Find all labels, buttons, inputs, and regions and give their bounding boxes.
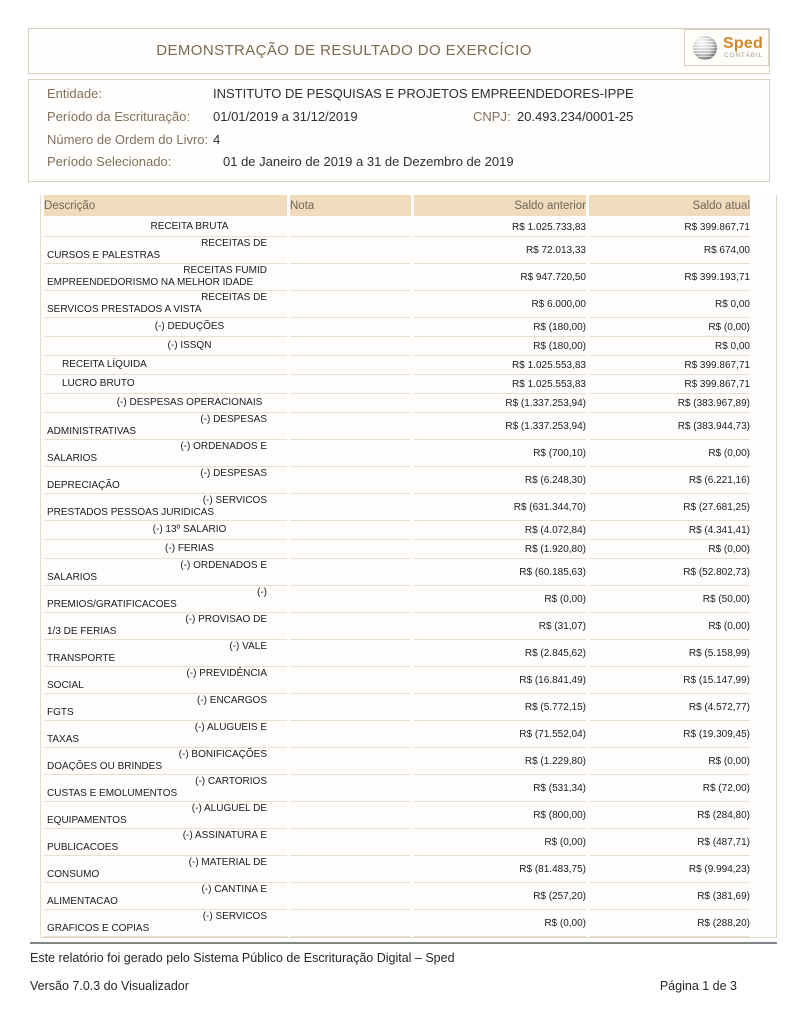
desc-cell (44, 440, 287, 467)
desc-cell (44, 748, 287, 775)
saldo-atual-cell: R$ 674,00 (589, 237, 750, 264)
footer-divider (30, 942, 777, 944)
saldo-atual-cell: R$ (0,00) (589, 613, 750, 640)
desc-cell (44, 318, 287, 337)
nota-cell (290, 375, 411, 394)
table-row (44, 613, 750, 640)
saldo-atual-cell: R$ (27.681,25) (589, 494, 750, 521)
nota-cell (290, 356, 411, 375)
saldo-atual-cell: R$ (383.944,73) (589, 413, 750, 440)
numero-ordem-label: Número de Ordem do Livro: (47, 132, 209, 147)
saldo-anterior-cell: R$ 1.025.553,83 (414, 375, 586, 394)
nota-cell (290, 775, 411, 802)
desc-line2: ALIMENTACAO (47, 896, 118, 907)
nota-cell (290, 291, 411, 318)
nota-cell (290, 413, 411, 440)
footer-generated-by: Este relatório foi gerado pelo Sistema Público de Escrituração Digital – Sped (30, 951, 455, 965)
desc-line2: TAXAS (47, 734, 80, 745)
saldo-atual-cell: R$ (0,00) (589, 440, 750, 467)
desc-line2: GRAFICOS E COPIAS (47, 923, 150, 934)
table-row (44, 337, 750, 356)
desc-line2: PRESTADOS PESSOAS JURIDICAS (47, 507, 215, 518)
table-row (44, 694, 750, 721)
saldo-anterior-cell: R$ (800,00) (414, 802, 586, 829)
saldo-atual-cell: R$ (0,00) (589, 318, 750, 337)
saldo-anterior-cell: R$ (0,00) (414, 829, 586, 856)
saldo-anterior-cell: R$ 6.000,00 (414, 291, 586, 318)
cnpj-label: CNPJ: (473, 109, 511, 124)
desc-line1: RECEITAS DE (201, 238, 267, 249)
report-info-box (28, 79, 770, 182)
periodo-selecionado-value: 01 de Janeiro de 2019 a 31 de Dezembro de 2019 (223, 154, 514, 169)
nota-cell (290, 883, 411, 910)
saldo-atual-cell: R$ (4.572,77) (589, 694, 750, 721)
desc-line1: (-) DESPESAS OPERACIONAIS (116, 397, 263, 408)
entidade-label: Entidade: (47, 86, 102, 101)
table-row (44, 586, 750, 613)
page-title: DEMONSTRAÇÃO DE RESULTADO DO EXERCÍCIO (156, 42, 532, 59)
sped-globe-icon (693, 36, 717, 60)
desc-line1: RECEITA LÍQUIDA (62, 359, 147, 370)
footer-page-number: Página 1 de 3 (659, 979, 737, 993)
desc-line1: (-) CANTINA E (201, 884, 267, 895)
saldo-anterior-cell: R$ (531,34) (414, 775, 586, 802)
saldo-atual-cell: R$ 0,00 (589, 337, 750, 356)
nota-cell (290, 748, 411, 775)
saldo-atual-cell: R$ (0,00) (589, 748, 750, 775)
desc-line1: RECEITAS FUMID (183, 265, 267, 276)
desc-cell (44, 337, 287, 356)
desc-line2: CONSUMO (47, 869, 100, 880)
desc-cell (44, 559, 287, 586)
desc-line1: (-) ENCARGOS (197, 695, 267, 706)
saldo-atual-cell: R$ (5.158,99) (589, 640, 750, 667)
desc-line1: (-) PROVISAO DE (185, 614, 267, 625)
desc-line2: CUSTAS E EMOLUMENTOS (47, 788, 178, 799)
desc-cell (44, 218, 287, 237)
saldo-anterior-cell: R$ (0,00) (414, 910, 586, 937)
desc-cell (44, 721, 287, 748)
numero-ordem-value: 4 (213, 132, 221, 147)
nota-cell (290, 540, 411, 559)
footer-version: Versão 7.0.3 do Visualizador (30, 979, 189, 993)
saldo-anterior-cell: R$ (71.552,04) (414, 721, 586, 748)
saldo-atual-cell: R$ (4.341,41) (589, 521, 750, 540)
nota-cell (290, 640, 411, 667)
desc-line1: RECEITA BRUTA (150, 221, 229, 232)
nota-cell (290, 237, 411, 264)
nota-cell (290, 467, 411, 494)
desc-cell (44, 494, 287, 521)
periodo-selecionado-label: Período Selecionado: (47, 154, 172, 169)
nota-cell (290, 521, 411, 540)
desc-line1: (-) ALUGUEIS E (194, 722, 267, 733)
table-row (44, 883, 750, 910)
desc-line1: (-) SERVICOS (202, 495, 267, 506)
desc-cell (44, 802, 287, 829)
nota-cell (290, 337, 411, 356)
saldo-anterior-cell: R$ 1.025.733,83 (414, 218, 586, 237)
nota-cell (290, 910, 411, 937)
saldo-anterior-cell: R$ 947.720,50 (414, 264, 586, 291)
nota-cell (290, 394, 411, 413)
table-row (44, 640, 750, 667)
saldo-atual-cell: R$ 399.867,71 (589, 375, 750, 394)
desc-line2: DOAÇÕES OU BRINDES (47, 761, 163, 772)
saldo-anterior-cell: R$ (6.248,30) (414, 467, 586, 494)
desc-line2: FGTS (47, 707, 74, 718)
saldo-atual-cell: R$ (72,00) (589, 775, 750, 802)
table-row (44, 218, 750, 237)
saldo-anterior-cell: R$ (1.337.253,94) (414, 413, 586, 440)
table-row (44, 910, 750, 937)
desc-line2: PREMIOS/GRATIFICACOES (47, 599, 177, 610)
desc-line1: (-) ORDENADOS E (180, 560, 267, 571)
saldo-atual-cell: R$ (381,69) (589, 883, 750, 910)
saldo-atual-cell: R$ (52.802,73) (589, 559, 750, 586)
nota-cell (290, 264, 411, 291)
table-row (44, 356, 750, 375)
desc-cell (44, 883, 287, 910)
nota-cell (290, 586, 411, 613)
desc-line2: ADMINISTRATIVAS (47, 426, 137, 437)
saldo-atual-cell: R$ (383.967,89) (589, 394, 750, 413)
periodo-escrituracao-label: Período da Escrituração: (47, 109, 191, 124)
table-row (44, 667, 750, 694)
nota-cell (290, 802, 411, 829)
desc-line1: (-) SERVICOS (202, 911, 267, 922)
desc-cell (44, 413, 287, 440)
desc-line2: EMPREENDEDORISMO NA MELHOR IDADE (47, 277, 254, 288)
saldo-anterior-cell: R$ (81.483,75) (414, 856, 586, 883)
desc-line1: (-) 13º SALARIO (152, 524, 227, 535)
saldo-atual-cell: R$ (50,00) (589, 586, 750, 613)
nota-cell (290, 613, 411, 640)
desc-cell (44, 540, 287, 559)
desc-cell (44, 521, 287, 540)
desc-cell (44, 667, 287, 694)
desc-line1: (-) (257, 587, 267, 598)
saldo-anterior-cell: R$ (700,10) (414, 440, 586, 467)
desc-line2: 1/3 DE FERIAS (47, 626, 117, 637)
periodo-escrituracao-value: 01/01/2019 a 31/12/2019 (213, 109, 358, 124)
desc-cell (44, 237, 287, 264)
table-row (44, 775, 750, 802)
column-header-nota: Nota (290, 195, 411, 218)
saldo-atual-cell: R$ (19.309,45) (589, 721, 750, 748)
dre-table (41, 195, 753, 937)
desc-line2: PUBLICACOES (47, 842, 119, 853)
nota-cell (290, 856, 411, 883)
saldo-anterior-cell: R$ (5.772,15) (414, 694, 586, 721)
column-header-saldo-anterior: Saldo anterior (414, 195, 586, 218)
nota-cell (290, 318, 411, 337)
nota-cell (290, 440, 411, 467)
saldo-anterior-cell: R$ (1.229,80) (414, 748, 586, 775)
desc-line1: (-) ASSINATURA E (182, 830, 267, 841)
table-row (44, 540, 750, 559)
table-row (44, 394, 750, 413)
desc-line2: SALARIOS (47, 572, 98, 583)
desc-line2: TRANSPORTE (47, 653, 116, 664)
nota-cell (290, 218, 411, 237)
table-header-row (44, 195, 750, 218)
desc-line2: EQUIPAMENTOS (47, 815, 127, 826)
table-row (44, 748, 750, 775)
desc-cell (44, 640, 287, 667)
desc-cell (44, 394, 287, 413)
saldo-atual-cell: R$ (0,00) (589, 540, 750, 559)
table-row (44, 318, 750, 337)
desc-line2: SALARIOS (47, 453, 98, 464)
saldo-atual-cell: R$ 399.867,71 (589, 218, 750, 237)
saldo-anterior-cell: R$ 72.013,33 (414, 237, 586, 264)
desc-cell (44, 264, 287, 291)
saldo-anterior-cell: R$ (60.185,63) (414, 559, 586, 586)
desc-line2: CURSOS E PALESTRAS (47, 250, 161, 261)
desc-cell (44, 694, 287, 721)
saldo-anterior-cell: R$ (1.337.253,94) (414, 394, 586, 413)
nota-cell (290, 829, 411, 856)
saldo-anterior-cell: R$ (257,20) (414, 883, 586, 910)
nota-cell (290, 667, 411, 694)
desc-line1: (-) ORDENADOS E (180, 441, 267, 452)
desc-cell (44, 829, 287, 856)
table-row (44, 375, 750, 394)
nota-cell (290, 494, 411, 521)
saldo-atual-cell: R$ 399.867,71 (589, 356, 750, 375)
nota-cell (290, 559, 411, 586)
desc-cell (44, 356, 287, 375)
nota-cell (290, 721, 411, 748)
table-row (44, 467, 750, 494)
saldo-atual-cell: R$ (284,80) (589, 802, 750, 829)
table-row (44, 521, 750, 540)
entidade-value: INSTITUTO DE PESQUISAS E PROJETOS EMPREENDEDORES-IPPE (213, 86, 634, 101)
table-row (44, 291, 750, 318)
desc-line1: (-) CARTORIOS (195, 776, 267, 787)
table-body (44, 218, 750, 937)
desc-line2: SERVICOS PRESTADOS A VISTA (47, 304, 202, 315)
desc-line1: (-) PREVIDÊNCIA (186, 668, 267, 679)
saldo-atual-cell: R$ (6.221,16) (589, 467, 750, 494)
saldo-anterior-cell: R$ (180,00) (414, 318, 586, 337)
table-row (44, 559, 750, 586)
table-row (44, 237, 750, 264)
desc-line1: (-) DESPESAS (200, 414, 267, 425)
saldo-anterior-cell: R$ (631.344,70) (414, 494, 586, 521)
saldo-anterior-cell: R$ (2.845,62) (414, 640, 586, 667)
desc-line2: DEPRECIAÇÃO (47, 480, 120, 491)
desc-line2: SOCIAL (47, 680, 84, 691)
desc-line1: (-) BONIFICAÇÕES (178, 749, 267, 760)
sped-logo (684, 29, 769, 66)
sped-logo-text: Sped (723, 35, 763, 52)
saldo-atual-cell: R$ (15.147,99) (589, 667, 750, 694)
table-row (44, 802, 750, 829)
saldo-atual-cell: R$ (288,20) (589, 910, 750, 937)
sped-logo-subtitle: CONTÁBIL (724, 52, 763, 59)
saldo-atual-cell: R$ 0,00 (589, 291, 750, 318)
nota-cell (290, 694, 411, 721)
desc-cell (44, 910, 287, 937)
saldo-atual-cell: R$ (9.994,23) (589, 856, 750, 883)
desc-line1: (-) DEDUÇÕES (154, 321, 225, 332)
saldo-atual-cell: R$ (487,71) (589, 829, 750, 856)
dre-table-container (40, 195, 777, 938)
desc-cell (44, 613, 287, 640)
saldo-anterior-cell: R$ (16.841,49) (414, 667, 586, 694)
column-header-saldo-atual: Saldo atual (589, 195, 750, 218)
desc-line1: (-) DESPESAS (200, 468, 267, 479)
desc-line1: (-) FERIAS (165, 543, 214, 554)
saldo-atual-cell: R$ 399.193,71 (589, 264, 750, 291)
desc-cell (44, 375, 287, 394)
table-row (44, 856, 750, 883)
table-row (44, 829, 750, 856)
saldo-anterior-cell: R$ (1.920,80) (414, 540, 586, 559)
desc-cell (44, 291, 287, 318)
saldo-anterior-cell: R$ 1.025.553,83 (414, 356, 586, 375)
table-row (44, 440, 750, 467)
desc-cell (44, 856, 287, 883)
saldo-anterior-cell: R$ (31,07) (414, 613, 586, 640)
title-bar (28, 28, 770, 74)
desc-cell (44, 467, 287, 494)
saldo-anterior-cell: R$ (0,00) (414, 586, 586, 613)
desc-line1: (-) ALUGUEL DE (191, 803, 267, 814)
saldo-anterior-cell: R$ (4.072,84) (414, 521, 586, 540)
saldo-anterior-cell: R$ (180,00) (414, 337, 586, 356)
table-row (44, 721, 750, 748)
cnpj-value: 20.493.234/0001-25 (517, 109, 634, 124)
desc-line1: (-) ISSQN (167, 340, 212, 351)
desc-cell (44, 775, 287, 802)
desc-line1: RECEITAS DE (201, 292, 267, 303)
table-row (44, 413, 750, 440)
table-row (44, 264, 750, 291)
column-header-descricao: Descrição (44, 195, 287, 218)
desc-line1: (-) VALE (229, 641, 267, 652)
desc-line1: (-) MATERIAL DE (188, 857, 267, 868)
table-row (44, 494, 750, 521)
desc-line1: LUCRO BRUTO (62, 378, 135, 389)
desc-cell (44, 586, 287, 613)
